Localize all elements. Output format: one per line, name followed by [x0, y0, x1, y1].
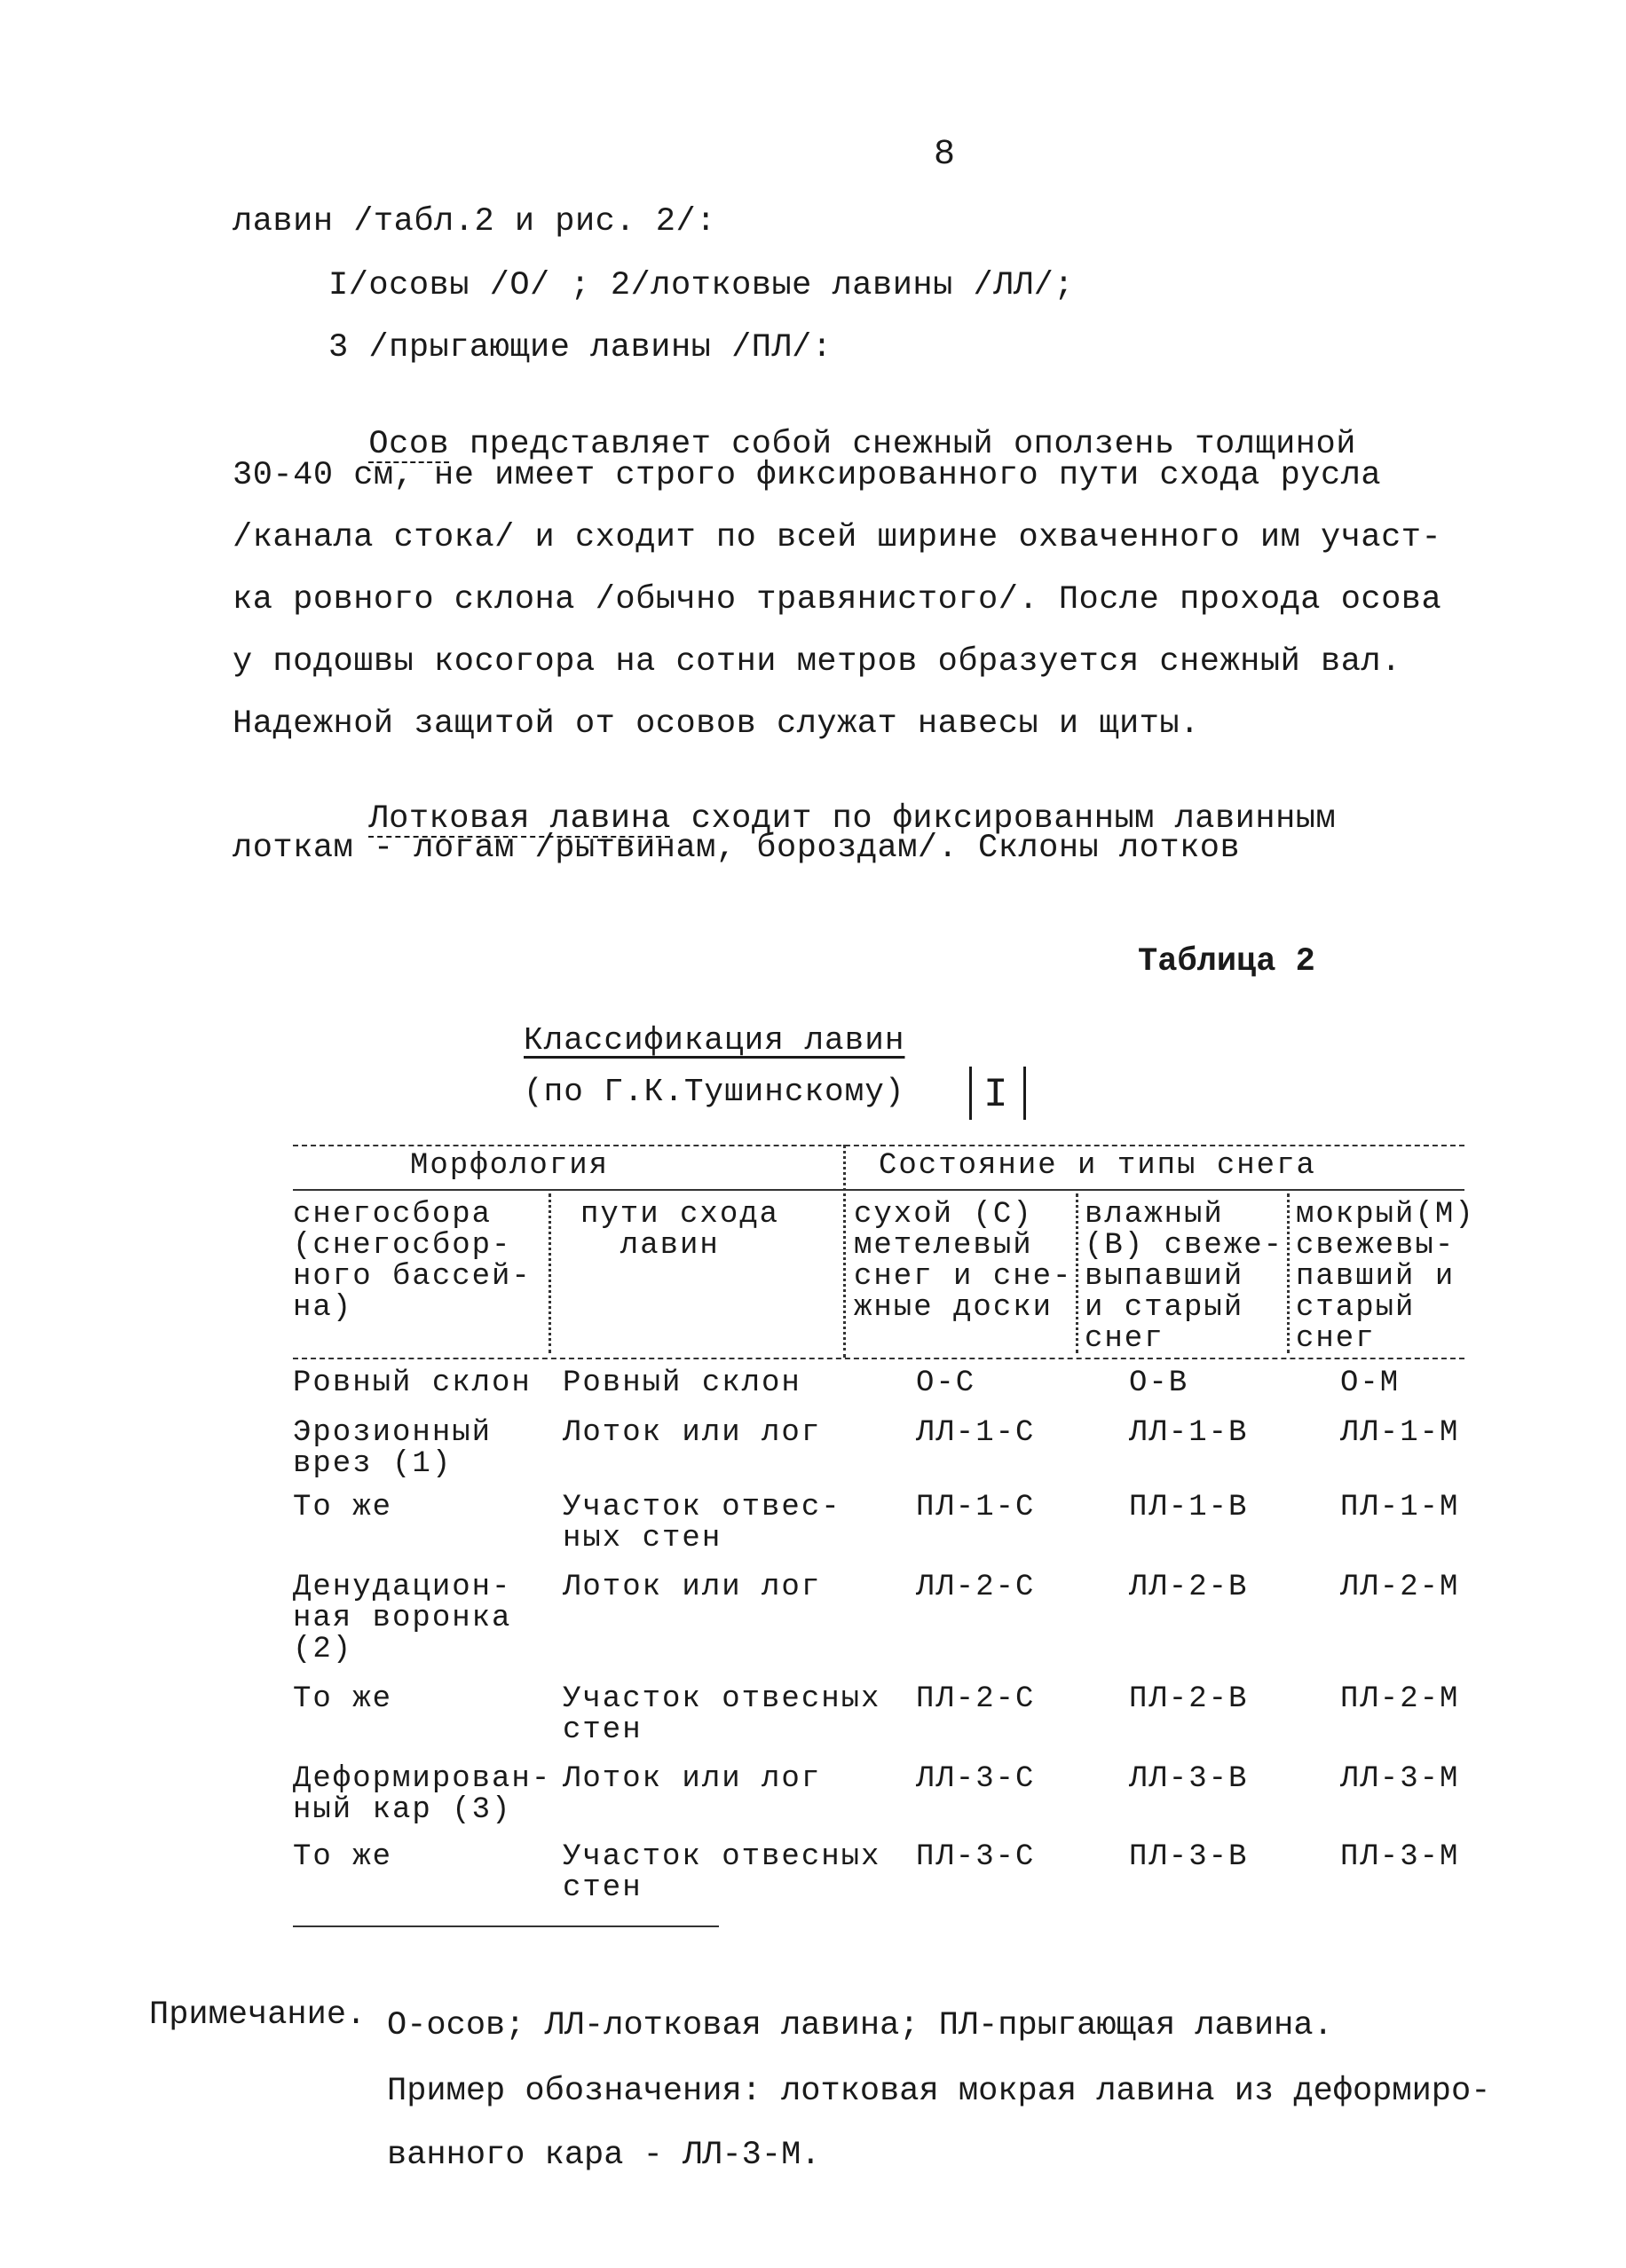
cell-moist: ЛЛ-1-В: [1129, 1416, 1249, 1450]
cell-wet: ЛЛ-1-М: [1340, 1416, 1460, 1450]
underlined-term: Осов: [368, 426, 450, 463]
cell-wet: ЛЛ-3-М: [1340, 1762, 1460, 1796]
table-rule-header: [293, 1358, 1464, 1359]
cell-moist: ПЛ-1-В: [1129, 1491, 1249, 1524]
paragraph-line: /канала стока/ и сходит по всей ширине охваченного им участ-: [233, 519, 1442, 556]
cell-paths: Участок отвесных стен: [563, 1682, 881, 1747]
paragraph-line: лоткам - логам /рытвинам, бороздам/. Склоны лотков: [233, 830, 1241, 867]
cell-paths: Лоток или лог: [563, 1762, 822, 1796]
table-divider: [1076, 1193, 1078, 1353]
note-line: О-осов; ЛЛ-лотковая лавина; ПЛ-прыгающая лавина.: [387, 2007, 1333, 2044]
cell-snowcollection: То же: [293, 1682, 393, 1716]
header-moist: влажный (В) свеже- выпавший и старый снег: [1085, 1198, 1284, 1356]
cell-snowcollection: Деформирован- ный кар (3): [293, 1762, 552, 1827]
paragraph-line: Надежной защитой от осовов служат навесы и щиты.: [233, 705, 1200, 743]
paragraph-line: у подошвы косогора на сотни метров образуется снежный вал.: [233, 643, 1401, 681]
cell-snowcollection: То же: [293, 1491, 393, 1524]
cell-dry: ПЛ-1-С: [916, 1491, 1036, 1524]
page-number: 8: [934, 135, 956, 175]
header-wet: мокрый(М) свежевы- павший и старый снег: [1296, 1198, 1475, 1356]
paragraph-line: лавин /табл.2 и рис. 2/:: [233, 203, 716, 240]
table-subtitle: (по Г.К.Тушинскому): [524, 1074, 905, 1110]
cell-moist: ПЛ-2-В: [1129, 1682, 1249, 1716]
table-rule-group: [293, 1189, 1464, 1191]
cell-wet: О-М: [1340, 1366, 1401, 1400]
table-divider: [1287, 1193, 1290, 1353]
cell-wet: ПЛ-3-М: [1340, 1840, 1460, 1874]
cell-snowcollection: То же: [293, 1840, 393, 1874]
cell-dry: ЛЛ-3-С: [916, 1762, 1036, 1796]
table-rule-top: [293, 1145, 1464, 1146]
cell-wet: ПЛ-2-М: [1340, 1682, 1460, 1716]
list-item: I/осовы /О/ ; 2/лотковые лавины /ЛЛ/;: [328, 267, 1075, 304]
cell-moist: ЛЛ-3-В: [1129, 1762, 1249, 1796]
header-morphology: Морфология: [410, 1149, 610, 1183]
table-title: Классификация лавин: [524, 1022, 905, 1059]
underlined-term: Лотковая лавина: [368, 800, 671, 838]
header-paths: пути схода лавин: [580, 1198, 780, 1263]
cell-dry: ЛЛ-1-С: [916, 1416, 1036, 1450]
cell-moist: ПЛ-3-В: [1129, 1840, 1249, 1874]
header-dry: сухой (С) метелевый снег и сне- жные доски: [854, 1198, 1073, 1325]
table-rule-bottom: [293, 1925, 719, 1927]
note-line: Пример обозначения: лотковая мокрая лавина из деформиро-: [387, 2073, 1491, 2110]
cell-snowcollection: Ровный склон: [293, 1366, 532, 1400]
paragraph-rest: представляет собой снежный оползень толщиной: [449, 426, 1356, 463]
cell-dry: ЛЛ-2-С: [916, 1571, 1036, 1604]
cell-snowcollection: Денудацион- ная воронка (2): [293, 1571, 512, 1666]
header-snow-state: Состояние и типы снега: [879, 1149, 1316, 1183]
header-snowcollection: снегосбора (снегосбор- ного бассей- на): [293, 1198, 532, 1325]
cell-moist: О-В: [1129, 1366, 1189, 1400]
table-divider: [549, 1193, 551, 1353]
note-label: Примечание.: [149, 1996, 367, 2034]
note-line: ванного кара - ЛЛ-3-М.: [387, 2137, 821, 2174]
table-divider: [843, 1145, 846, 1358]
cell-dry: О-С: [916, 1366, 976, 1400]
table-label: Таблица 2: [1138, 943, 1315, 980]
cell-wet: ПЛ-1-М: [1340, 1491, 1460, 1524]
cell-paths: Лоток или лог: [563, 1571, 822, 1604]
paragraph-line: [328, 396, 1356, 461]
list-item: 3 /прыгающие лавины /ПЛ/:: [328, 329, 833, 366]
paragraph-line: 30-40 см, не имеет строго фиксированного пути схода русла: [233, 457, 1382, 494]
paragraph-rest: сходит по фиксированным лавинным: [670, 800, 1337, 838]
cell-dry: ПЛ-3-С: [916, 1840, 1036, 1874]
cell-snowcollection: Эрозионный врез (1): [293, 1416, 493, 1481]
cell-moist: ЛЛ-2-В: [1129, 1571, 1249, 1604]
cell-paths: Ровный склон: [563, 1366, 801, 1400]
cell-paths: Лоток или лог: [563, 1416, 822, 1450]
reference-number: I: [983, 1072, 1008, 1118]
paragraph-line: ка ровного склона /обычно травянистого/. После прохода осова: [233, 581, 1442, 618]
paragraph-line: [328, 770, 1336, 836]
cell-wet: ЛЛ-2-М: [1340, 1571, 1460, 1604]
cell-paths: Участок отвесных стен: [563, 1840, 881, 1905]
cell-dry: ПЛ-2-С: [916, 1682, 1036, 1716]
cell-paths: Участок отвес- ных стен: [563, 1491, 841, 1555]
